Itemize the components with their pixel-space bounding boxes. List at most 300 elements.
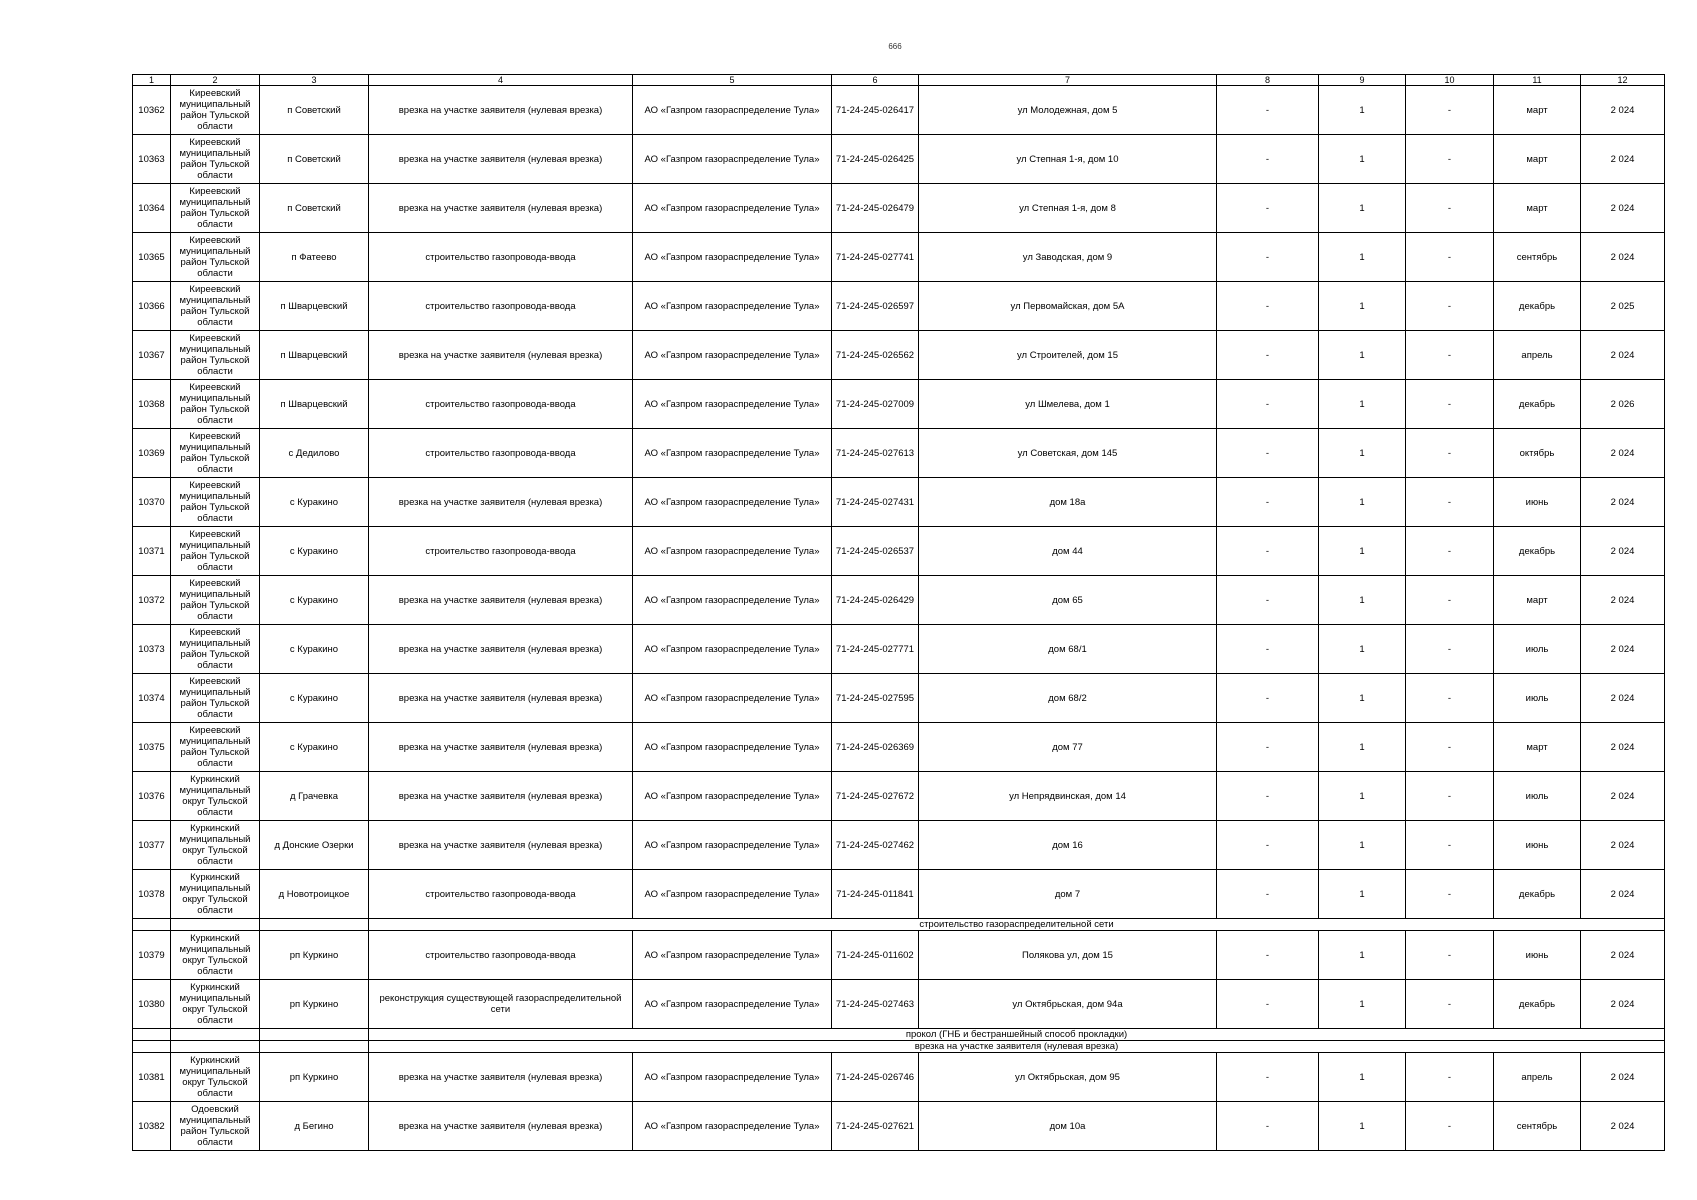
table-row [133,331,1665,380]
column-10-cell: - [1406,576,1494,625]
month-cell: декабрь [1494,870,1581,919]
work-type-cell: строительство газопровода-ввода [369,233,633,282]
month-cell: декабрь [1494,380,1581,429]
month-cell: декабрь [1494,527,1581,576]
code-cell: 71-24-245-026597 [832,282,919,331]
row-number: 10380 [133,980,171,1029]
district-cell: Киреевский муниципальный район Тульской области [171,527,260,576]
column-header: 12 [1581,75,1665,86]
column-9-cell: 1 [1319,135,1406,184]
column-header: 9 [1319,75,1406,86]
column-10-cell: - [1406,86,1494,135]
column-10-cell: - [1406,931,1494,980]
code-cell: 71-24-245-026429 [832,576,919,625]
section-row [133,1041,1665,1053]
section-heading: строительство газораспределительной сети [369,919,1665,931]
district-cell: Куркинский муниципальный округ Тульской области [171,821,260,870]
work-type-cell: врезка на участке заявителя (нулевая врезка) [369,1053,633,1102]
district-cell: Куркинский муниципальный округ Тульской области [171,980,260,1029]
section-row [133,919,1665,931]
district-cell: Куркинский муниципальный округ Тульской области [171,1053,260,1102]
column-10-cell: - [1406,478,1494,527]
month-cell: март [1494,723,1581,772]
code-cell: 71-24-245-026425 [832,135,919,184]
empty-cell [133,919,171,931]
column-9-cell: 1 [1319,1053,1406,1102]
column-header: 6 [832,75,919,86]
table-row [133,527,1665,576]
address-cell: ул Степная 1-я, дом 8 [919,184,1217,233]
work-type-cell: строительство газопровода-ввода [369,527,633,576]
month-cell: март [1494,576,1581,625]
locality-cell: д Новотроицкое [260,870,369,919]
month-cell: декабрь [1494,980,1581,1029]
column-10-cell: - [1406,772,1494,821]
district-cell: Киреевский муниципальный район Тульской области [171,380,260,429]
column-9-cell: 1 [1319,233,1406,282]
column-10-cell: - [1406,674,1494,723]
column-10-cell: - [1406,1102,1494,1151]
column-8-cell: - [1217,674,1319,723]
column-10-cell: - [1406,625,1494,674]
row-number: 10373 [133,625,171,674]
locality-cell: п Советский [260,135,369,184]
locality-cell: п Фатеево [260,233,369,282]
locality-cell: с Куракино [260,478,369,527]
district-cell: Киреевский муниципальный район Тульской области [171,86,260,135]
table-row [133,674,1665,723]
column-8-cell: - [1217,282,1319,331]
locality-cell: д Донские Озерки [260,821,369,870]
address-cell: ул Первомайская, дом 5А [919,282,1217,331]
locality-cell: п Шварцевский [260,380,369,429]
row-number: 10374 [133,674,171,723]
year-cell: 2 026 [1581,380,1665,429]
code-cell: 71-24-245-027621 [832,1102,919,1151]
address-cell: дом 68/1 [919,625,1217,674]
column-8-cell: - [1217,86,1319,135]
locality-cell: с Куракино [260,674,369,723]
column-8-cell: - [1217,980,1319,1029]
organization-cell: АО «Газпром газораспределение Тула» [633,135,832,184]
organization-cell: АО «Газпром газораспределение Тула» [633,870,832,919]
work-type-cell: врезка на участке заявителя (нулевая врезка) [369,723,633,772]
year-cell: 2 024 [1581,723,1665,772]
organization-cell: АО «Газпром газораспределение Тула» [633,478,832,527]
work-type-cell: врезка на участке заявителя (нулевая врезка) [369,184,633,233]
address-cell: ул Строителей, дом 15 [919,331,1217,380]
year-cell: 2 024 [1581,870,1665,919]
address-cell: ул Степная 1-я, дом 10 [919,135,1217,184]
column-8-cell: - [1217,1053,1319,1102]
work-type-cell: врезка на участке заявителя (нулевая врезка) [369,86,633,135]
column-8-cell: - [1217,135,1319,184]
year-cell: 2 024 [1581,527,1665,576]
empty-cell [260,919,369,931]
row-number: 10368 [133,380,171,429]
column-8-cell: - [1217,184,1319,233]
column-8-cell: - [1217,625,1319,674]
month-cell: март [1494,184,1581,233]
code-cell: 71-24-245-011841 [832,870,919,919]
column-8-cell: - [1217,1102,1319,1151]
organization-cell: АО «Газпром газораспределение Тула» [633,331,832,380]
month-cell: сентябрь [1494,1102,1581,1151]
work-type-cell: врезка на участке заявителя (нулевая врезка) [369,625,633,674]
code-cell: 71-24-245-027462 [832,821,919,870]
column-10-cell: - [1406,184,1494,233]
table-row [133,380,1665,429]
column-9-cell: 1 [1319,625,1406,674]
year-cell: 2 024 [1581,674,1665,723]
district-cell: Киреевский муниципальный район Тульской области [171,184,260,233]
row-number: 10372 [133,576,171,625]
district-cell: Куркинский муниципальный округ Тульской области [171,870,260,919]
section-row [133,1029,1665,1041]
year-cell: 2 024 [1581,135,1665,184]
column-header: 5 [633,75,832,86]
column-header: 3 [260,75,369,86]
code-cell: 71-24-245-027672 [832,772,919,821]
column-header: 8 [1217,75,1319,86]
column-8-cell: - [1217,478,1319,527]
work-type-cell: врезка на участке заявителя (нулевая врезка) [369,674,633,723]
locality-cell: рп Куркино [260,1053,369,1102]
column-9-cell: 1 [1319,772,1406,821]
locality-cell: с Куракино [260,527,369,576]
column-10-cell: - [1406,233,1494,282]
year-cell: 2 024 [1581,980,1665,1029]
locality-cell: с Дедилово [260,429,369,478]
column-9-cell: 1 [1319,931,1406,980]
district-cell: Одоевский муниципальный район Тульской области [171,1102,260,1151]
row-number: 10379 [133,931,171,980]
row-number: 10371 [133,527,171,576]
month-cell: июль [1494,625,1581,674]
row-number: 10363 [133,135,171,184]
code-cell: 71-24-245-026562 [832,331,919,380]
table-row [133,931,1665,980]
organization-cell: АО «Газпром газораспределение Тула» [633,282,832,331]
organization-cell: АО «Газпром газораспределение Тула» [633,429,832,478]
address-cell: ул Непрядвинская, дом 14 [919,772,1217,821]
year-cell: 2 024 [1581,86,1665,135]
district-cell: Киреевский муниципальный район Тульской области [171,674,260,723]
column-header: 10 [1406,75,1494,86]
code-cell: 71-24-245-026537 [832,527,919,576]
column-8-cell: - [1217,870,1319,919]
column-9-cell: 1 [1319,870,1406,919]
column-8-cell: - [1217,576,1319,625]
organization-cell: АО «Газпром газораспределение Тула» [633,1053,832,1102]
empty-cell [260,1041,369,1053]
empty-cell [171,1041,260,1053]
district-cell: Киреевский муниципальный район Тульской области [171,282,260,331]
table-row [133,478,1665,527]
address-cell: дом 18а [919,478,1217,527]
address-cell: дом 7 [919,870,1217,919]
work-type-cell: врезка на участке заявителя (нулевая врезка) [369,576,633,625]
organization-cell: АО «Газпром газораспределение Тула» [633,931,832,980]
column-10-cell: - [1406,821,1494,870]
row-number: 10382 [133,1102,171,1151]
address-cell: ул Октябрьская, дом 95 [919,1053,1217,1102]
row-number: 10367 [133,331,171,380]
code-cell: 71-24-245-026479 [832,184,919,233]
address-cell: дом 68/2 [919,674,1217,723]
empty-cell [260,1029,369,1041]
year-cell: 2 024 [1581,331,1665,380]
column-9-cell: 1 [1319,380,1406,429]
column-10-cell: - [1406,1053,1494,1102]
row-number: 10365 [133,233,171,282]
code-cell: 71-24-245-027613 [832,429,919,478]
section-heading: врезка на участке заявителя (нулевая врезка) [369,1041,1665,1053]
month-cell: октябрь [1494,429,1581,478]
work-type-cell: врезка на участке заявителя (нулевая врезка) [369,1102,633,1151]
column-9-cell: 1 [1319,821,1406,870]
code-cell: 71-24-245-027771 [832,625,919,674]
district-cell: Куркинский муниципальный округ Тульской области [171,931,260,980]
column-10-cell: - [1406,331,1494,380]
locality-cell: п Советский [260,184,369,233]
work-type-cell: реконструкция существующей газораспределительной сети [369,980,633,1029]
year-cell: 2 024 [1581,1102,1665,1151]
organization-cell: АО «Газпром газораспределение Тула» [633,86,832,135]
year-cell: 2 024 [1581,772,1665,821]
district-cell: Киреевский муниципальный район Тульской области [171,625,260,674]
row-number: 10370 [133,478,171,527]
district-cell: Киреевский муниципальный район Тульской области [171,429,260,478]
work-type-cell: строительство газопровода-ввода [369,931,633,980]
table-row [133,1102,1665,1151]
district-cell: Киреевский муниципальный район Тульской области [171,478,260,527]
column-9-cell: 1 [1319,723,1406,772]
code-cell: 71-24-245-027463 [832,980,919,1029]
locality-cell: с Куракино [260,723,369,772]
table-row [133,980,1665,1029]
district-cell: Киреевский муниципальный район Тульской области [171,331,260,380]
locality-cell: с Куракино [260,625,369,674]
year-cell: 2 024 [1581,576,1665,625]
address-cell: дом 77 [919,723,1217,772]
locality-cell: п Шварцевский [260,331,369,380]
month-cell: сентябрь [1494,233,1581,282]
row-number: 10377 [133,821,171,870]
row-number: 10366 [133,282,171,331]
work-type-cell: врезка на участке заявителя (нулевая врезка) [369,821,633,870]
code-cell: 71-24-245-026417 [832,86,919,135]
row-number: 10364 [133,184,171,233]
locality-cell: с Куракино [260,576,369,625]
work-type-cell: строительство газопровода-ввода [369,870,633,919]
column-10-cell: - [1406,380,1494,429]
column-10-cell: - [1406,527,1494,576]
table-row [133,1053,1665,1102]
year-cell: 2 024 [1581,821,1665,870]
column-8-cell: - [1217,772,1319,821]
column-header: 11 [1494,75,1581,86]
column-8-cell: - [1217,331,1319,380]
column-9-cell: 1 [1319,429,1406,478]
empty-cell [171,1029,260,1041]
work-type-cell: врезка на участке заявителя (нулевая врезка) [369,772,633,821]
column-10-cell: - [1406,429,1494,478]
work-type-cell: врезка на участке заявителя (нулевая врезка) [369,331,633,380]
month-cell: июнь [1494,821,1581,870]
district-cell: Куркинский муниципальный округ Тульской области [171,772,260,821]
district-cell: Киреевский муниципальный район Тульской области [171,233,260,282]
column-header: 4 [369,75,633,86]
row-number: 10378 [133,870,171,919]
district-cell: Киреевский муниципальный район Тульской области [171,135,260,184]
organization-cell: АО «Газпром газораспределение Тула» [633,723,832,772]
organization-cell: АО «Газпром газораспределение Тула» [633,233,832,282]
month-cell: апрель [1494,331,1581,380]
organization-cell: АО «Газпром газораспределение Тула» [633,1102,832,1151]
column-9-cell: 1 [1319,527,1406,576]
locality-cell: д Грачевка [260,772,369,821]
column-9-cell: 1 [1319,980,1406,1029]
row-number: 10376 [133,772,171,821]
row-number: 10369 [133,429,171,478]
code-cell: 71-24-245-011602 [832,931,919,980]
column-8-cell: - [1217,527,1319,576]
row-number: 10381 [133,1053,171,1102]
page-number: 666 [888,42,902,51]
month-cell: июль [1494,674,1581,723]
column-8-cell: - [1217,380,1319,429]
table-header-row [133,75,1665,86]
month-cell: декабрь [1494,282,1581,331]
table-row [133,576,1665,625]
address-cell: дом 10а [919,1102,1217,1151]
locality-cell: п Шварцевский [260,282,369,331]
address-cell: ул Молодежная, дом 5 [919,86,1217,135]
district-cell: Киреевский муниципальный район Тульской области [171,576,260,625]
organization-cell: АО «Газпром газораспределение Тула» [633,772,832,821]
work-type-cell: врезка на участке заявителя (нулевая врезка) [369,135,633,184]
locality-cell: п Советский [260,86,369,135]
locality-cell: рп Куркино [260,931,369,980]
year-cell: 2 024 [1581,184,1665,233]
section-heading: прокол (ГНБ и бестраншейный способ прокладки) [369,1029,1665,1041]
column-9-cell: 1 [1319,184,1406,233]
code-cell: 71-24-245-027741 [832,233,919,282]
year-cell: 2 024 [1581,625,1665,674]
empty-cell [133,1041,171,1053]
address-cell: ул Заводская, дом 9 [919,233,1217,282]
table-row [133,870,1665,919]
year-cell: 2 024 [1581,478,1665,527]
address-cell: ул Октябрьская, дом 94а [919,980,1217,1029]
month-cell: март [1494,86,1581,135]
year-cell: 2 024 [1581,429,1665,478]
column-9-cell: 1 [1319,478,1406,527]
table-row [133,429,1665,478]
locality-cell: д Бегино [260,1102,369,1151]
district-cell: Киреевский муниципальный район Тульской области [171,723,260,772]
table-row [133,282,1665,331]
column-header: 1 [133,75,171,86]
column-10-cell: - [1406,135,1494,184]
column-10-cell: - [1406,870,1494,919]
address-cell: дом 16 [919,821,1217,870]
column-8-cell: - [1217,233,1319,282]
column-header: 7 [919,75,1217,86]
code-cell: 71-24-245-026746 [832,1053,919,1102]
table-row [133,772,1665,821]
work-type-cell: строительство газопровода-ввода [369,380,633,429]
month-cell: июль [1494,772,1581,821]
address-cell: Полякова ул, дом 15 [919,931,1217,980]
organization-cell: АО «Газпром газораспределение Тула» [633,674,832,723]
year-cell: 2 024 [1581,1053,1665,1102]
organization-cell: АО «Газпром газораспределение Тула» [633,380,832,429]
column-9-cell: 1 [1319,1102,1406,1151]
address-cell: ул Советская, дом 145 [919,429,1217,478]
month-cell: апрель [1494,1053,1581,1102]
table-row [133,723,1665,772]
address-cell: дом 44 [919,527,1217,576]
column-10-cell: - [1406,980,1494,1029]
column-9-cell: 1 [1319,576,1406,625]
row-number: 10362 [133,86,171,135]
column-9-cell: 1 [1319,86,1406,135]
empty-cell [133,1029,171,1041]
month-cell: июнь [1494,931,1581,980]
table-row [133,184,1665,233]
column-8-cell: - [1217,821,1319,870]
year-cell: 2 024 [1581,931,1665,980]
month-cell: март [1494,135,1581,184]
column-8-cell: - [1217,723,1319,772]
organization-cell: АО «Газпром газораспределение Тула» [633,576,832,625]
code-cell: 71-24-245-027431 [832,478,919,527]
work-type-cell: строительство газопровода-ввода [369,429,633,478]
code-cell: 71-24-245-026369 [832,723,919,772]
code-cell: 71-24-245-027595 [832,674,919,723]
code-cell: 71-24-245-027009 [832,380,919,429]
table-row [133,86,1665,135]
data-table [132,74,1665,1151]
month-cell: июнь [1494,478,1581,527]
table-body [133,75,1665,1151]
organization-cell: АО «Газпром газораспределение Тула» [633,184,832,233]
table-row [133,233,1665,282]
column-10-cell: - [1406,282,1494,331]
organization-cell: АО «Газпром газораспределение Тула» [633,625,832,674]
column-9-cell: 1 [1319,331,1406,380]
year-cell: 2 024 [1581,233,1665,282]
row-number: 10375 [133,723,171,772]
column-10-cell: - [1406,723,1494,772]
work-type-cell: врезка на участке заявителя (нулевая врезка) [369,478,633,527]
column-9-cell: 1 [1319,282,1406,331]
organization-cell: АО «Газпром газораспределение Тула» [633,527,832,576]
column-8-cell: - [1217,931,1319,980]
column-9-cell: 1 [1319,674,1406,723]
address-cell: ул Шмелева, дом 1 [919,380,1217,429]
work-type-cell: строительство газопровода-ввода [369,282,633,331]
organization-cell: АО «Газпром газораспределение Тула» [633,980,832,1029]
table-row [133,625,1665,674]
address-cell: дом 65 [919,576,1217,625]
table-row [133,135,1665,184]
column-header: 2 [171,75,260,86]
column-8-cell: - [1217,429,1319,478]
year-cell: 2 025 [1581,282,1665,331]
